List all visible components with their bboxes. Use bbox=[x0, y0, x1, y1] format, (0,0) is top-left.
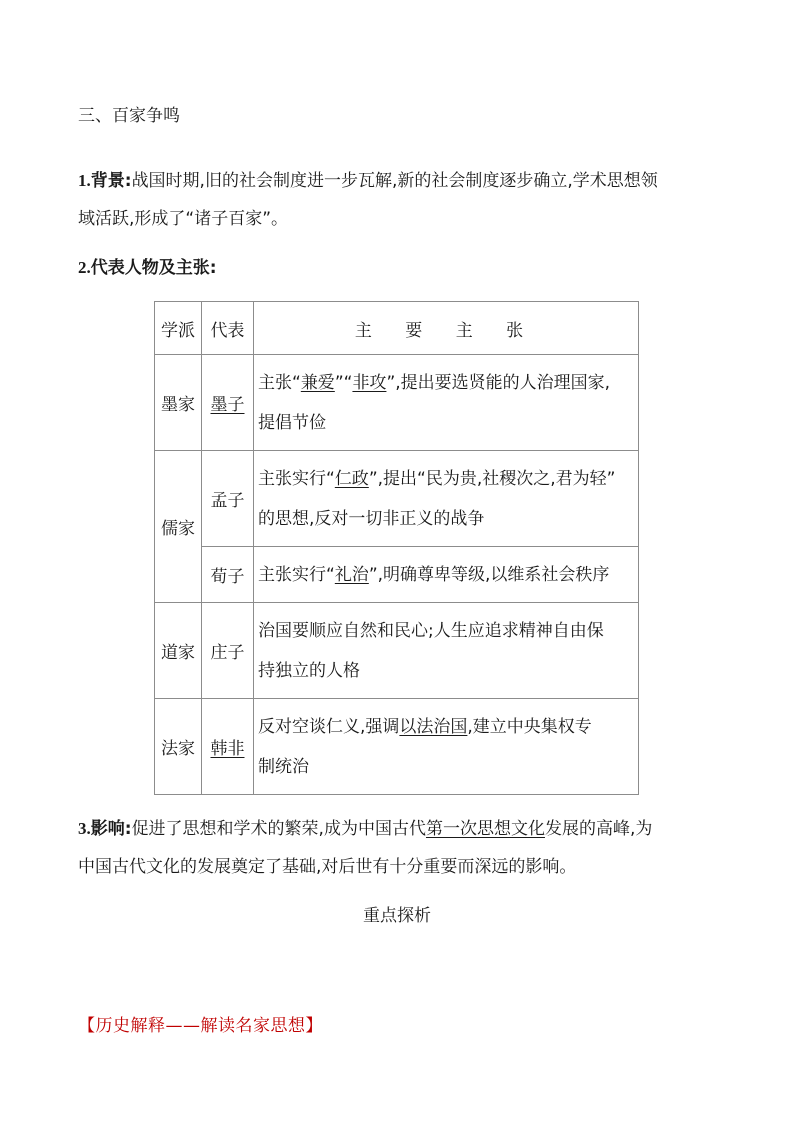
influence-number: 3. bbox=[78, 819, 91, 838]
schools-table bbox=[154, 301, 639, 795]
key-analysis-title: 重点探析 bbox=[363, 906, 431, 926]
rep-mozi bbox=[202, 355, 254, 451]
background-line-2: 域活跃,形成了“诸子百家”。 bbox=[78, 209, 289, 229]
text-segment: ”,提出要选贤能的人治理国家, bbox=[386, 372, 611, 393]
text-segment: ”,提出“民为贵,社稷次之,君为轻” bbox=[368, 468, 616, 489]
term-jianai: 兼爱 bbox=[300, 372, 335, 393]
table-header-row bbox=[155, 302, 639, 355]
header-representative: 代表 bbox=[202, 302, 254, 355]
term-lizhi: 礼治 bbox=[334, 564, 369, 585]
rep-mozi-label: 墨子 bbox=[210, 395, 245, 415]
background-line-1 bbox=[78, 162, 658, 200]
background-label: 背景: bbox=[90, 171, 132, 191]
text-segment: 主张实行“ bbox=[258, 468, 335, 489]
term-yifazhiguo: 以法治国 bbox=[399, 716, 468, 737]
influence-paragraph bbox=[78, 810, 652, 886]
rep-hanfei-label: 韩非 bbox=[210, 739, 245, 759]
text-segment: ”,明确尊卑等级,以维系社会秩序 bbox=[368, 564, 610, 585]
table-row-xunzi bbox=[155, 547, 639, 603]
ideas-daojia bbox=[254, 603, 639, 699]
text-segment: 主张实行“ bbox=[258, 564, 335, 585]
text-segment: 反对空谈仁义,强调 bbox=[258, 716, 400, 737]
ideas-mengzi-line-1 bbox=[258, 459, 632, 499]
school-rujia: 儒家 bbox=[155, 451, 202, 603]
ideas-fajia bbox=[254, 699, 639, 795]
header-main-ideas-label: 主 要 主 张 bbox=[354, 320, 538, 341]
ideas-daojia-line-1: 治国要顺应自然和民心;人生应追求精神自由保 bbox=[258, 620, 604, 641]
influence-line-2: 中国古代文化的发展奠定了基础,对后世有十分重要而深远的影响。 bbox=[78, 857, 577, 877]
background-number: 1. bbox=[78, 171, 91, 190]
school-daojia: 道家 bbox=[155, 603, 202, 699]
ideas-daojia-line-2: 持独立的人格 bbox=[258, 660, 360, 681]
influence-line-1 bbox=[78, 810, 652, 848]
table-row-mengzi bbox=[155, 451, 639, 547]
background-text-1: 战国时期,旧的社会制度进一步瓦解,新的社会制度逐步确立,学术思想领 bbox=[131, 171, 658, 191]
text-segment: ”“ bbox=[334, 372, 353, 393]
term-first-peak: 第一次思想文化 bbox=[425, 819, 545, 839]
text-segment: 主张“ bbox=[258, 372, 301, 393]
rep-mengzi: 孟子 bbox=[202, 451, 254, 547]
term-renzheng: 仁政 bbox=[334, 468, 369, 489]
figures-label: 代表人物及主张: bbox=[90, 258, 217, 278]
ideas-mojia-line-1 bbox=[258, 363, 632, 403]
rep-zhuangzi: 庄子 bbox=[202, 603, 254, 699]
ideas-mengzi bbox=[254, 451, 639, 547]
section-heading: 三、百家争鸣 bbox=[78, 106, 180, 126]
text-segment: 促进了思想和学术的繁荣,成为中国古代 bbox=[131, 819, 426, 839]
ideas-xunzi bbox=[254, 547, 639, 603]
background-paragraph bbox=[78, 162, 658, 238]
table-row-daojia bbox=[155, 603, 639, 699]
figures-heading bbox=[78, 258, 217, 278]
figures-number: 2. bbox=[78, 258, 91, 277]
header-main-ideas bbox=[254, 302, 639, 355]
school-mojia: 墨家 bbox=[155, 355, 202, 451]
table-row-mojia bbox=[155, 355, 639, 451]
text-segment: 发展的高峰,为 bbox=[544, 819, 653, 839]
rep-xunzi: 荀子 bbox=[202, 547, 254, 603]
text-segment: ,建立中央集权专 bbox=[467, 716, 592, 737]
term-feigong: 非攻 bbox=[352, 372, 387, 393]
influence-label: 影响: bbox=[90, 819, 132, 839]
ideas-mengzi-line-2: 的思想,反对一切非正义的战争 bbox=[258, 508, 485, 529]
ideas-mojia-line-2: 提倡节俭 bbox=[258, 412, 326, 433]
history-explain-heading: 【历史解释——解读名家思想】 bbox=[78, 1016, 323, 1036]
ideas-fajia-line-2: 制统治 bbox=[258, 756, 309, 777]
header-school: 学派 bbox=[155, 302, 202, 355]
school-fajia: 法家 bbox=[155, 699, 202, 795]
rep-hanfei bbox=[202, 699, 254, 795]
table-row-fajia bbox=[155, 699, 639, 795]
ideas-mojia bbox=[254, 355, 639, 451]
ideas-fajia-line-1 bbox=[258, 707, 632, 747]
